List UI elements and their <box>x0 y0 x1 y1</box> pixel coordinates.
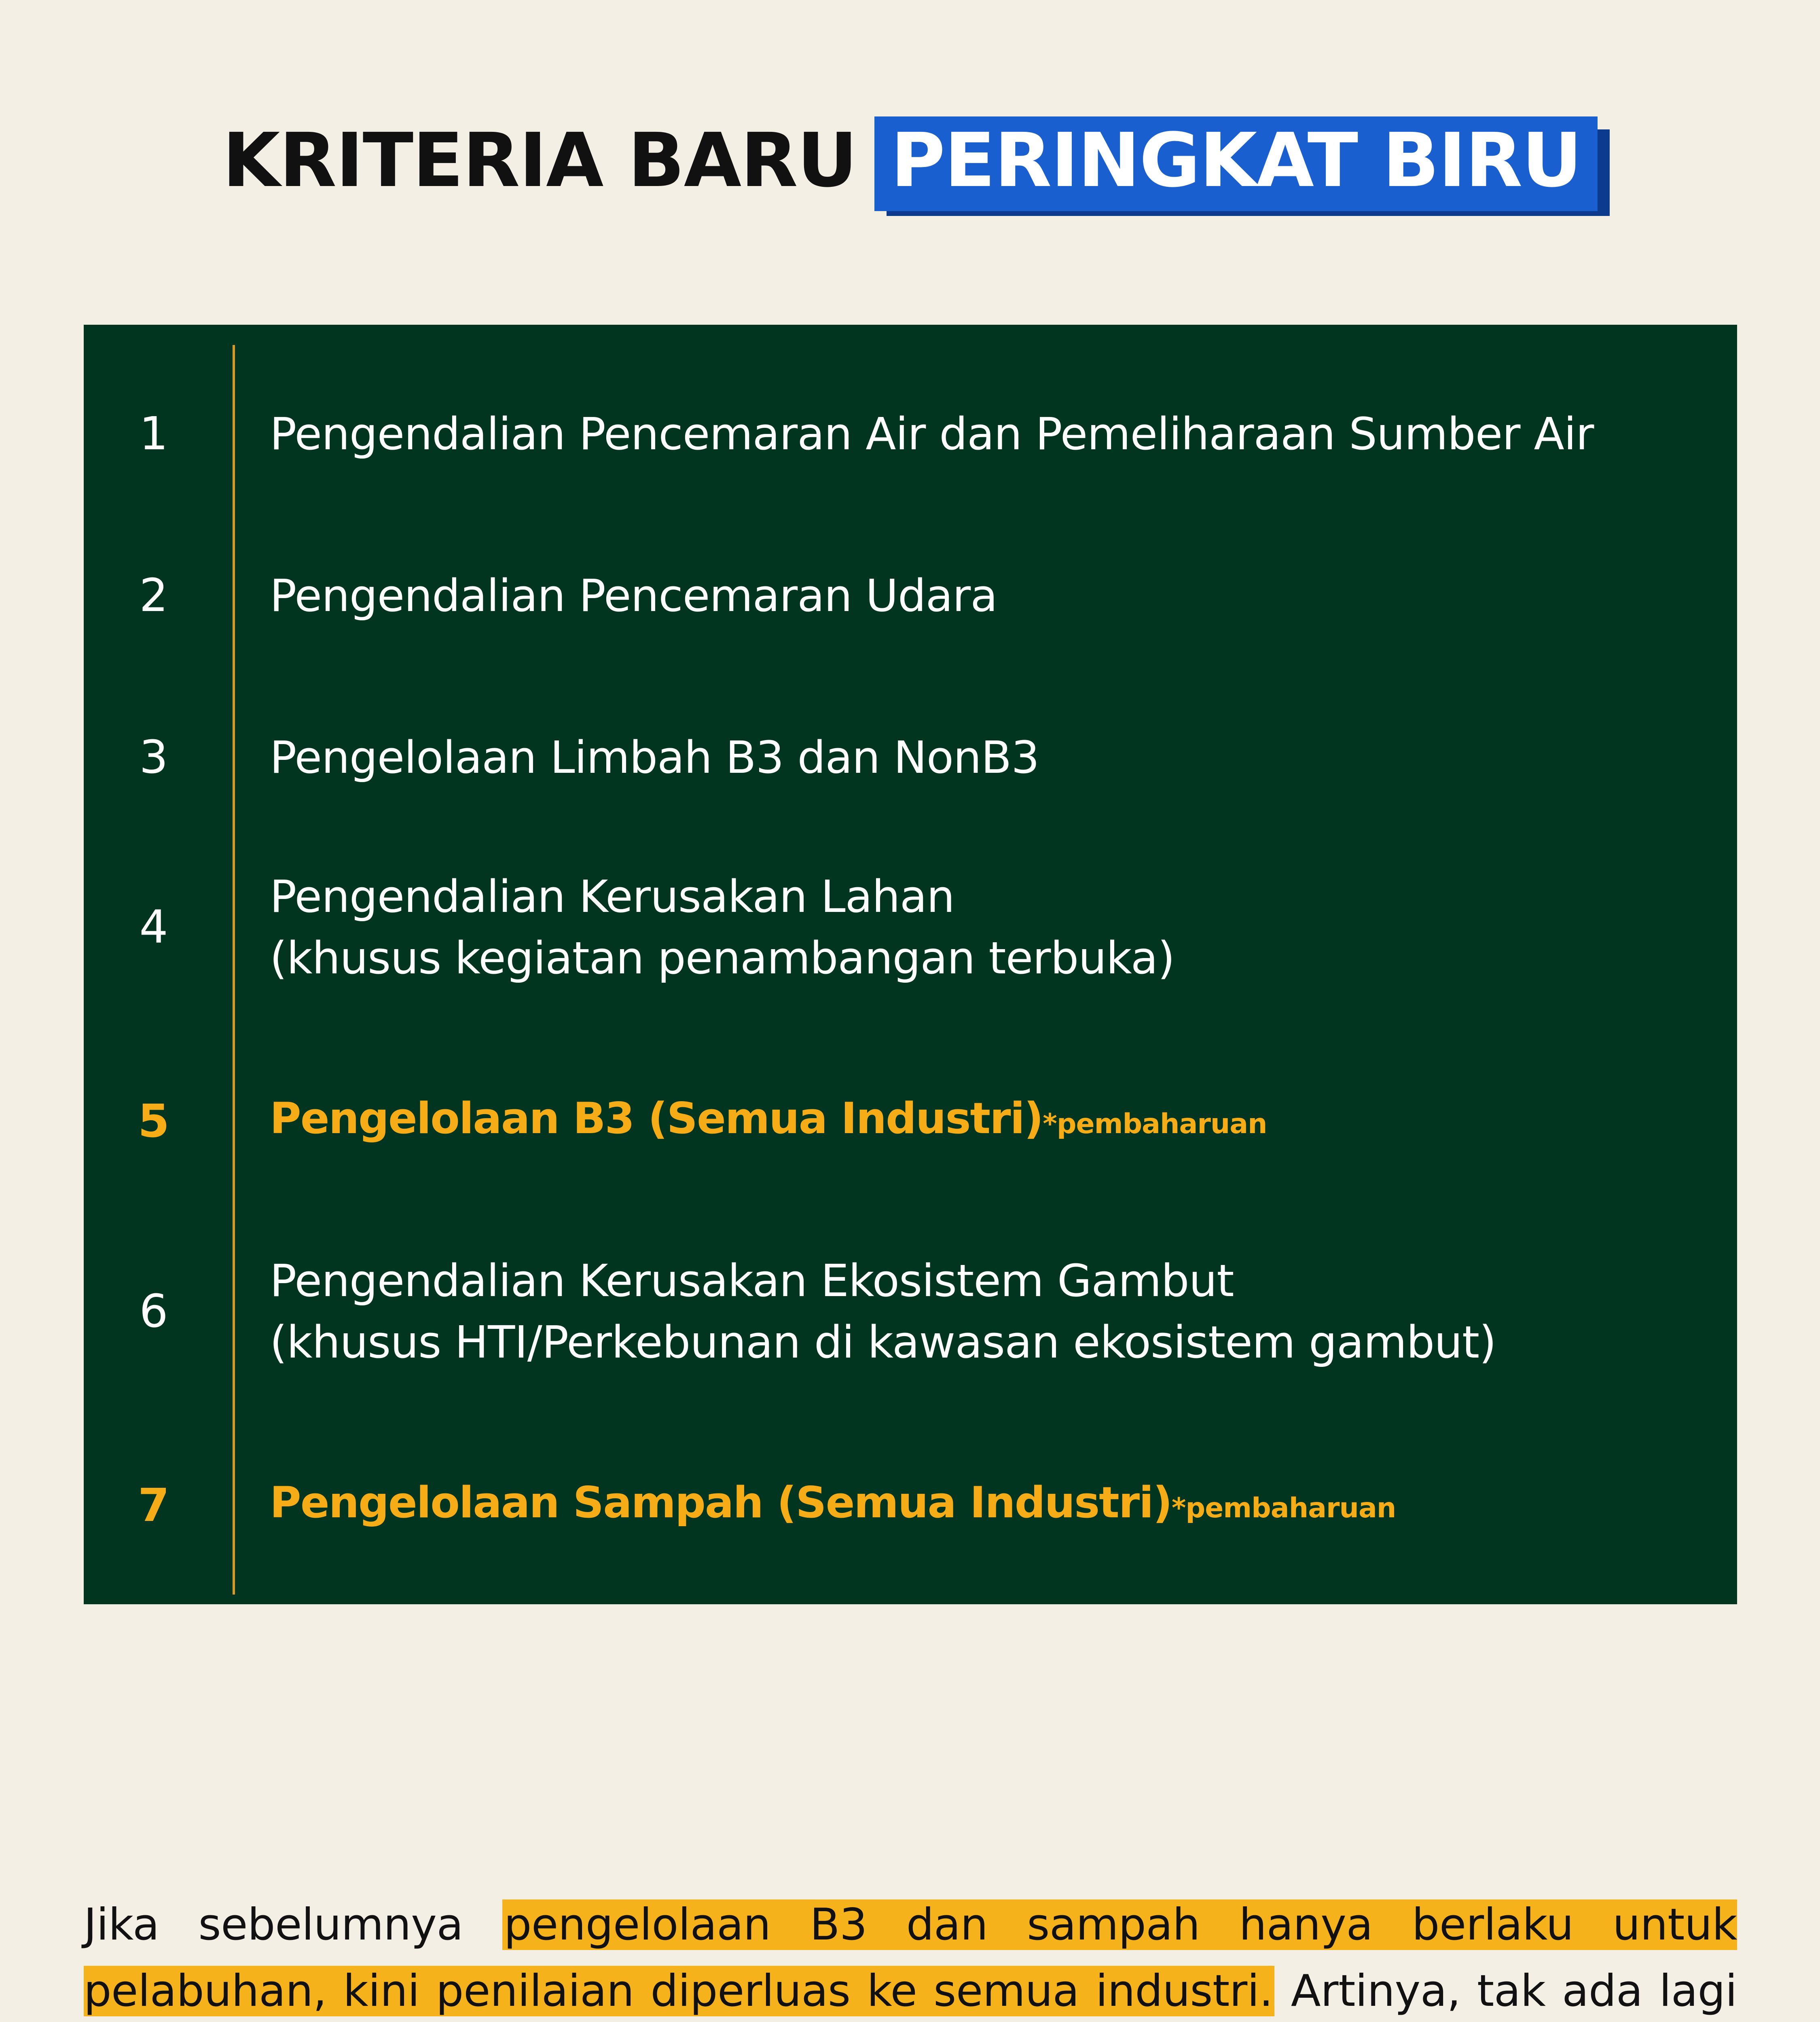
summary-paragraph <box>84 1892 1737 2022</box>
criteria-text <box>270 727 1039 788</box>
title-highlight-badge <box>874 117 1598 204</box>
title-highlight-text: PERINGKAT BIRU <box>874 116 1598 211</box>
criteria-text <box>270 403 1594 465</box>
criteria-line: Pengelolaan Limbah B3 dan NonB3 <box>270 732 1039 783</box>
page-title <box>0 117 1820 204</box>
criteria-line: Pengendalian Pencemaran Air dan Pemeliharaan Sumber Air <box>270 408 1594 460</box>
criteria-number: 2 <box>139 569 168 622</box>
criteria-row-3 <box>84 717 1737 798</box>
criteria-line: Pengelolaan B3 (Semua Industri) <box>270 1093 1043 1143</box>
criteria-text <box>270 1088 1267 1155</box>
criteria-row-4 <box>84 846 1737 1008</box>
criteria-line: Pengendalian Kerusakan Ekosistem Gambut <box>270 1255 1234 1307</box>
criteria-text <box>270 1250 1496 1373</box>
criteria-text <box>270 565 997 626</box>
criteria-line: Pengendalian Kerusakan Lahan <box>270 871 954 922</box>
criteria-line: Pengendalian Pencemaran Udara <box>270 570 997 622</box>
criteria-number: 4 <box>139 901 168 954</box>
criteria-line: Pengelolaan Sampah (Semua Industri) <box>270 1478 1172 1527</box>
paragraph-intro: Jika sebelumnya <box>84 1899 502 1950</box>
paragraph-highlight: pengelolaan B3 dan sampah hanya berlaku untuk pelabuhan, kini penilaian diperluas ke semua industri. <box>84 1899 1737 2016</box>
criteria-panel <box>84 325 1737 1604</box>
criteria-line: (khusus HTI/Perkebunan di kawasan ekosistem gambut) <box>270 1316 1496 1368</box>
criteria-number: 3 <box>139 731 168 784</box>
criteria-text <box>270 866 1175 989</box>
criteria-row-5 <box>84 1081 1737 1162</box>
criteria-number: 5 <box>138 1095 169 1148</box>
paragraph-rest: Artinya, tak ada lagi <box>1291 1966 1737 2016</box>
criteria-number: 6 <box>139 1285 168 1338</box>
criteria-line: (khusus kegiatan penambangan terbuka) <box>270 932 1175 984</box>
criteria-number: 7 <box>138 1479 169 1532</box>
update-note: *pembaharuan <box>1171 1492 1396 1524</box>
criteria-text <box>270 1472 1396 1539</box>
criteria-row-7 <box>84 1465 1737 1546</box>
title-text: KRITERIA BARU <box>222 117 857 204</box>
update-note: *pembaharuan <box>1043 1108 1267 1140</box>
criteria-row-2 <box>84 555 1737 636</box>
criteria-row-1 <box>84 393 1737 474</box>
criteria-number: 1 <box>139 408 168 460</box>
criteria-row-6 <box>84 1231 1737 1392</box>
